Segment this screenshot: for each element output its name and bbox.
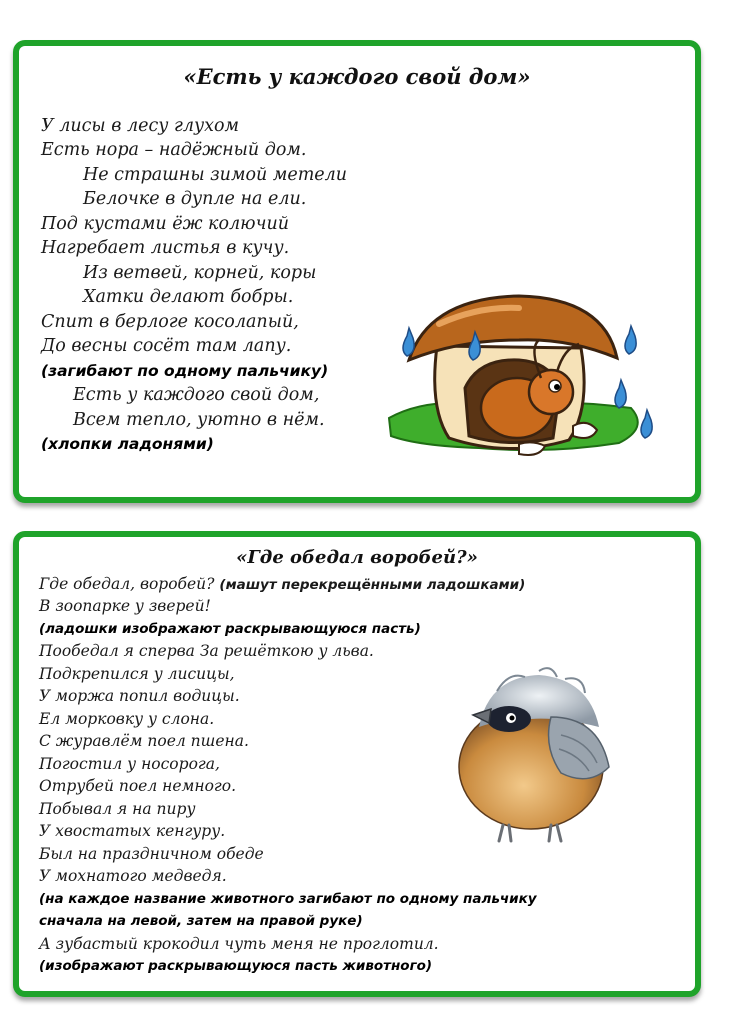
verse-line bbox=[39, 573, 525, 597]
verse-line: В зоопарке у зверей! bbox=[39, 597, 211, 615]
verse-line: У лисы в лесу глухом bbox=[41, 116, 240, 136]
verse-line: Спит в берлоге косолапый, bbox=[41, 312, 299, 332]
verse-line: Пообедал я сперва За решёткою у льва. bbox=[39, 642, 374, 660]
mushroom-house-illustration bbox=[369, 268, 669, 478]
verse-line: С журавлём поел пшена. bbox=[39, 732, 249, 750]
verse-line: Был на праздничном обеде bbox=[39, 845, 264, 863]
verse-text: Где обедал, воробей? bbox=[39, 575, 220, 593]
verse-line: Не страшны зимой метели bbox=[83, 165, 348, 185]
card-title: «Есть у каждого свой дом» bbox=[183, 64, 531, 89]
verse-line: У хвостатых кенгуру. bbox=[39, 822, 226, 840]
action-note: (машут перекрещёнными ладошками) bbox=[219, 577, 526, 593]
rhyme-card-sparrow bbox=[13, 531, 701, 997]
verse-line: Отрубей поел немного. bbox=[39, 777, 237, 795]
action-note: сначала на левой, затем на правой руке) bbox=[39, 913, 363, 929]
action-note: (загибают по одному пальчику) bbox=[41, 362, 329, 380]
verse-line: Есть у каждого свой дом, bbox=[73, 385, 320, 405]
sparrow-illustration bbox=[439, 657, 629, 847]
verse-line: До весны сосёт там лапу. bbox=[41, 336, 292, 356]
card-title: «Где обедал воробей?» bbox=[236, 547, 478, 568]
verse-line: Под кустами ёж колючий bbox=[41, 214, 289, 234]
action-note: (ладошки изображают раскрывающуюся пасть) bbox=[39, 621, 421, 637]
verse-line: У моржа попил водицы. bbox=[39, 687, 240, 705]
verse-line: Есть нора – надёжный дом. bbox=[41, 140, 307, 160]
rhyme-card-home bbox=[13, 40, 701, 503]
verse-line: А зубастый крокодил чуть меня не проглотил. bbox=[39, 935, 439, 953]
verse-line: Хатки делают бобры. bbox=[83, 287, 294, 307]
verse-line: Погостил у носорога, bbox=[39, 755, 220, 773]
verse-line: Побывал я на пиру bbox=[39, 800, 196, 818]
action-note: (изображают раскрывающуюся пасть животного) bbox=[39, 958, 433, 974]
verse-line: Нагребает листья в кучу. bbox=[41, 238, 290, 258]
verse-line: Ел морковку у слона. bbox=[39, 710, 215, 728]
action-note: (на каждое название животного загибают по одному пальчику bbox=[39, 891, 537, 907]
verse-line: Подкрепился у лисицы, bbox=[39, 665, 235, 683]
verse-line: Белочке в дупле на ели. bbox=[83, 189, 307, 209]
verse-line: Из ветвей, корней, коры bbox=[83, 263, 317, 283]
action-note: (хлопки ладонями) bbox=[41, 435, 214, 453]
verse-line: Всем тепло, уютно в нём. bbox=[73, 410, 325, 430]
verse-line: У мохнатого медведя. bbox=[39, 867, 227, 885]
